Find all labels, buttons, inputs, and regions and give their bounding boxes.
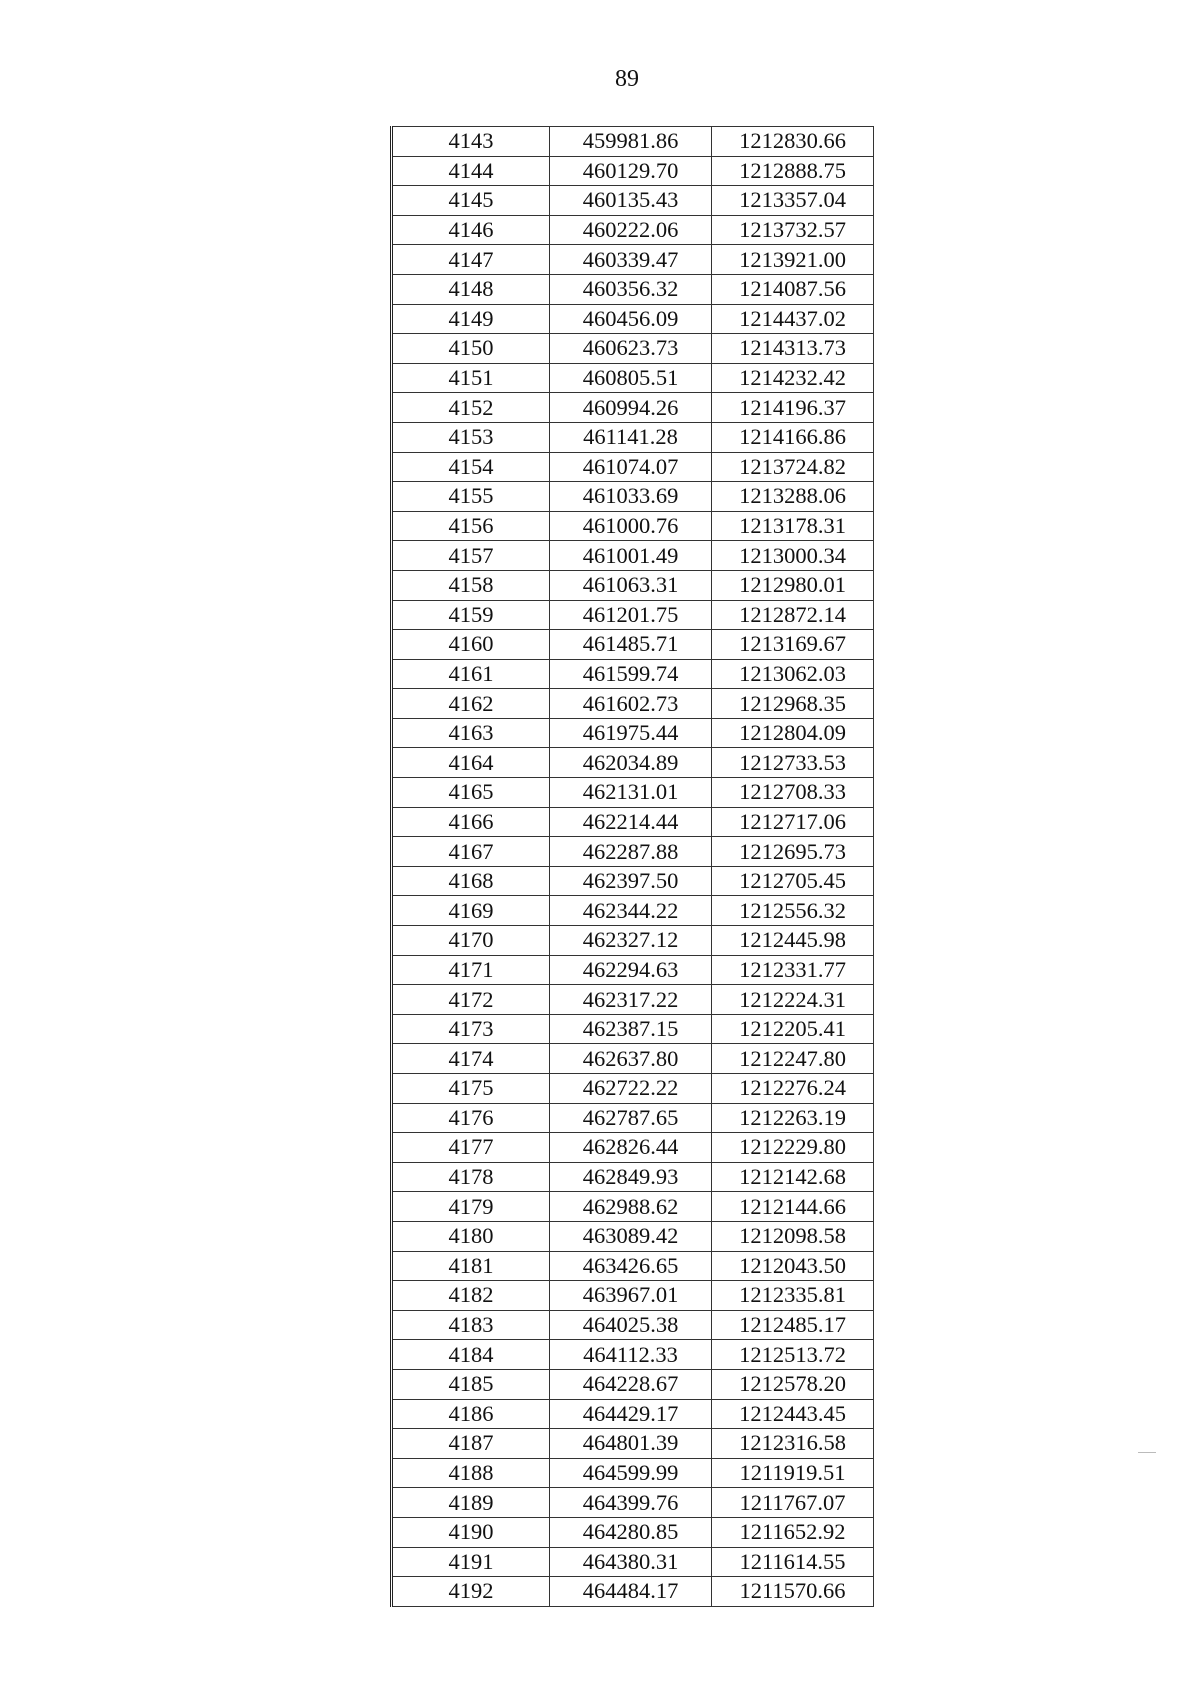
y-coordinate-cell: 1212556.32 xyxy=(712,896,874,926)
point-number-cell: 4178 xyxy=(392,1162,550,1192)
table-row xyxy=(392,393,874,423)
table-row xyxy=(392,1547,874,1577)
x-coordinate-cell: 462722.22 xyxy=(550,1074,712,1104)
x-coordinate-cell: 461485.71 xyxy=(550,630,712,660)
y-coordinate-cell: 1211919.51 xyxy=(712,1458,874,1488)
x-coordinate-cell: 464429.17 xyxy=(550,1399,712,1429)
table-row xyxy=(392,304,874,334)
table-row xyxy=(392,866,874,896)
y-coordinate-cell: 1212708.33 xyxy=(712,778,874,808)
point-number-cell: 4191 xyxy=(392,1547,550,1577)
y-coordinate-cell: 1212247.80 xyxy=(712,1044,874,1074)
table-row xyxy=(392,215,874,245)
point-number-cell: 4152 xyxy=(392,393,550,423)
x-coordinate-cell: 464399.76 xyxy=(550,1488,712,1518)
point-number-cell: 4190 xyxy=(392,1517,550,1547)
table-row xyxy=(392,570,874,600)
y-coordinate-cell: 1212872.14 xyxy=(712,600,874,630)
y-coordinate-cell: 1214166.86 xyxy=(712,422,874,452)
point-number-cell: 4150 xyxy=(392,334,550,364)
y-coordinate-cell: 1212331.77 xyxy=(712,955,874,985)
table-row xyxy=(392,1281,874,1311)
point-number-cell: 4151 xyxy=(392,363,550,393)
point-number-cell: 4156 xyxy=(392,511,550,541)
table-row xyxy=(392,1399,874,1429)
x-coordinate-cell: 464280.85 xyxy=(550,1517,712,1547)
point-number-cell: 4146 xyxy=(392,215,550,245)
x-coordinate-cell: 462387.15 xyxy=(550,1014,712,1044)
y-coordinate-cell: 1212263.19 xyxy=(712,1103,874,1133)
point-number-cell: 4167 xyxy=(392,837,550,867)
y-coordinate-cell: 1212695.73 xyxy=(712,837,874,867)
point-number-cell: 4188 xyxy=(392,1458,550,1488)
x-coordinate-cell: 463426.65 xyxy=(550,1251,712,1281)
x-coordinate-cell: 464484.17 xyxy=(550,1577,712,1607)
x-coordinate-cell: 461063.31 xyxy=(550,570,712,600)
y-coordinate-cell: 1213724.82 xyxy=(712,452,874,482)
point-number-cell: 4181 xyxy=(392,1251,550,1281)
table-row xyxy=(392,1517,874,1547)
x-coordinate-cell: 462344.22 xyxy=(550,896,712,926)
x-coordinate-cell: 462294.63 xyxy=(550,955,712,985)
point-number-cell: 4182 xyxy=(392,1281,550,1311)
point-number-cell: 4186 xyxy=(392,1399,550,1429)
y-coordinate-cell: 1214196.37 xyxy=(712,393,874,423)
y-coordinate-cell: 1212224.31 xyxy=(712,985,874,1015)
x-coordinate-cell: 463089.42 xyxy=(550,1221,712,1251)
table-row xyxy=(392,1577,874,1607)
table-row xyxy=(392,511,874,541)
table-row xyxy=(392,985,874,1015)
x-coordinate-cell: 461201.75 xyxy=(550,600,712,630)
y-coordinate-cell: 1212276.24 xyxy=(712,1074,874,1104)
table-row xyxy=(392,718,874,748)
x-coordinate-cell: 462637.80 xyxy=(550,1044,712,1074)
point-number-cell: 4185 xyxy=(392,1369,550,1399)
table-row xyxy=(392,837,874,867)
table-row xyxy=(392,659,874,689)
point-number-cell: 4149 xyxy=(392,304,550,334)
y-coordinate-cell: 1213921.00 xyxy=(712,245,874,275)
table-row xyxy=(392,156,874,186)
point-number-cell: 4145 xyxy=(392,186,550,216)
table-row xyxy=(392,1340,874,1370)
point-number-cell: 4147 xyxy=(392,245,550,275)
x-coordinate-cell: 461141.28 xyxy=(550,422,712,452)
table-row xyxy=(392,778,874,808)
table-row xyxy=(392,1488,874,1518)
table-row xyxy=(392,1369,874,1399)
table-row xyxy=(392,482,874,512)
x-coordinate-cell: 462034.89 xyxy=(550,748,712,778)
point-number-cell: 4169 xyxy=(392,896,550,926)
table-row xyxy=(392,541,874,571)
y-coordinate-cell: 1212888.75 xyxy=(712,156,874,186)
y-coordinate-cell: 1212316.58 xyxy=(712,1429,874,1459)
point-number-cell: 4148 xyxy=(392,274,550,304)
point-number-cell: 4163 xyxy=(392,718,550,748)
table-row xyxy=(392,1429,874,1459)
x-coordinate-cell: 460222.06 xyxy=(550,215,712,245)
y-coordinate-cell: 1212717.06 xyxy=(712,807,874,837)
table-row xyxy=(392,1458,874,1488)
point-number-cell: 4173 xyxy=(392,1014,550,1044)
point-number-cell: 4192 xyxy=(392,1577,550,1607)
y-coordinate-cell: 1214232.42 xyxy=(712,363,874,393)
table-row xyxy=(392,1044,874,1074)
x-coordinate-cell: 460356.32 xyxy=(550,274,712,304)
coordinates-table-body xyxy=(392,127,874,1607)
y-coordinate-cell: 1213288.06 xyxy=(712,482,874,512)
point-number-cell: 4183 xyxy=(392,1310,550,1340)
table-row xyxy=(392,1162,874,1192)
y-coordinate-cell: 1213062.03 xyxy=(712,659,874,689)
point-number-cell: 4159 xyxy=(392,600,550,630)
x-coordinate-cell: 464228.67 xyxy=(550,1369,712,1399)
y-coordinate-cell: 1213178.31 xyxy=(712,511,874,541)
coordinates-table xyxy=(390,126,874,1607)
table-row xyxy=(392,245,874,275)
table-row xyxy=(392,1251,874,1281)
y-coordinate-cell: 1213169.67 xyxy=(712,630,874,660)
x-coordinate-cell: 464025.38 xyxy=(550,1310,712,1340)
y-coordinate-cell: 1212980.01 xyxy=(712,570,874,600)
table-row xyxy=(392,363,874,393)
table-row xyxy=(392,1014,874,1044)
y-coordinate-cell: 1212443.45 xyxy=(712,1399,874,1429)
table-row xyxy=(392,452,874,482)
point-number-cell: 4157 xyxy=(392,541,550,571)
x-coordinate-cell: 462397.50 xyxy=(550,866,712,896)
x-coordinate-cell: 462317.22 xyxy=(550,985,712,1015)
table-row xyxy=(392,630,874,660)
y-coordinate-cell: 1211652.92 xyxy=(712,1517,874,1547)
x-coordinate-cell: 460805.51 xyxy=(550,363,712,393)
point-number-cell: 4161 xyxy=(392,659,550,689)
y-coordinate-cell: 1214087.56 xyxy=(712,274,874,304)
point-number-cell: 4158 xyxy=(392,570,550,600)
point-number-cell: 4155 xyxy=(392,482,550,512)
x-coordinate-cell: 461074.07 xyxy=(550,452,712,482)
point-number-cell: 4162 xyxy=(392,689,550,719)
point-number-cell: 4171 xyxy=(392,955,550,985)
point-number-cell: 4165 xyxy=(392,778,550,808)
point-number-cell: 4153 xyxy=(392,422,550,452)
table-row xyxy=(392,600,874,630)
point-number-cell: 4143 xyxy=(392,127,550,157)
table-row xyxy=(392,748,874,778)
x-coordinate-cell: 462214.44 xyxy=(550,807,712,837)
point-number-cell: 4160 xyxy=(392,630,550,660)
y-coordinate-cell: 1211767.07 xyxy=(712,1488,874,1518)
y-coordinate-cell: 1212335.81 xyxy=(712,1281,874,1311)
table-row xyxy=(392,274,874,304)
x-coordinate-cell: 462327.12 xyxy=(550,926,712,956)
x-coordinate-cell: 462131.01 xyxy=(550,778,712,808)
point-number-cell: 4180 xyxy=(392,1221,550,1251)
x-coordinate-cell: 462787.65 xyxy=(550,1103,712,1133)
table-row xyxy=(392,422,874,452)
table-row xyxy=(392,1103,874,1133)
x-coordinate-cell: 460623.73 xyxy=(550,334,712,364)
y-coordinate-cell: 1211570.66 xyxy=(712,1577,874,1607)
table-row xyxy=(392,926,874,956)
x-coordinate-cell: 459981.86 xyxy=(550,127,712,157)
x-coordinate-cell: 462849.93 xyxy=(550,1162,712,1192)
y-coordinate-cell: 1212804.09 xyxy=(712,718,874,748)
point-number-cell: 4176 xyxy=(392,1103,550,1133)
y-coordinate-cell: 1212830.66 xyxy=(712,127,874,157)
y-coordinate-cell: 1214313.73 xyxy=(712,334,874,364)
x-coordinate-cell: 462287.88 xyxy=(550,837,712,867)
point-number-cell: 4179 xyxy=(392,1192,550,1222)
x-coordinate-cell: 463967.01 xyxy=(550,1281,712,1311)
y-coordinate-cell: 1212142.68 xyxy=(712,1162,874,1192)
x-coordinate-cell: 461033.69 xyxy=(550,482,712,512)
x-coordinate-cell: 461602.73 xyxy=(550,689,712,719)
x-coordinate-cell: 461000.76 xyxy=(550,511,712,541)
x-coordinate-cell: 464599.99 xyxy=(550,1458,712,1488)
x-coordinate-cell: 464801.39 xyxy=(550,1429,712,1459)
point-number-cell: 4170 xyxy=(392,926,550,956)
table-row xyxy=(392,334,874,364)
x-coordinate-cell: 460456.09 xyxy=(550,304,712,334)
y-coordinate-cell: 1212733.53 xyxy=(712,748,874,778)
x-coordinate-cell: 460135.43 xyxy=(550,186,712,216)
y-coordinate-cell: 1212098.58 xyxy=(712,1221,874,1251)
table-row xyxy=(392,1192,874,1222)
margin-mark xyxy=(1138,1452,1156,1453)
x-coordinate-cell: 460339.47 xyxy=(550,245,712,275)
y-coordinate-cell: 1213732.57 xyxy=(712,215,874,245)
x-coordinate-cell: 460129.70 xyxy=(550,156,712,186)
y-coordinate-cell: 1213000.34 xyxy=(712,541,874,571)
point-number-cell: 4187 xyxy=(392,1429,550,1459)
point-number-cell: 4177 xyxy=(392,1133,550,1163)
point-number-cell: 4144 xyxy=(392,156,550,186)
y-coordinate-cell: 1212445.98 xyxy=(712,926,874,956)
y-coordinate-cell: 1212485.17 xyxy=(712,1310,874,1340)
table-row xyxy=(392,689,874,719)
table-row xyxy=(392,807,874,837)
point-number-cell: 4166 xyxy=(392,807,550,837)
x-coordinate-cell: 462988.62 xyxy=(550,1192,712,1222)
point-number-cell: 4189 xyxy=(392,1488,550,1518)
y-coordinate-cell: 1212705.45 xyxy=(712,866,874,896)
y-coordinate-cell: 1212513.72 xyxy=(712,1340,874,1370)
table-row xyxy=(392,1074,874,1104)
x-coordinate-cell: 462826.44 xyxy=(550,1133,712,1163)
table-row xyxy=(392,127,874,157)
point-number-cell: 4174 xyxy=(392,1044,550,1074)
table-row xyxy=(392,1133,874,1163)
table-row xyxy=(392,1221,874,1251)
x-coordinate-cell: 464112.33 xyxy=(550,1340,712,1370)
point-number-cell: 4154 xyxy=(392,452,550,482)
y-coordinate-cell: 1212043.50 xyxy=(712,1251,874,1281)
point-number-cell: 4168 xyxy=(392,866,550,896)
x-coordinate-cell: 464380.31 xyxy=(550,1547,712,1577)
y-coordinate-cell: 1212229.80 xyxy=(712,1133,874,1163)
x-coordinate-cell: 461599.74 xyxy=(550,659,712,689)
x-coordinate-cell: 461975.44 xyxy=(550,718,712,748)
point-number-cell: 4164 xyxy=(392,748,550,778)
table-row xyxy=(392,896,874,926)
x-coordinate-cell: 461001.49 xyxy=(550,541,712,571)
y-coordinate-cell: 1212578.20 xyxy=(712,1369,874,1399)
point-number-cell: 4172 xyxy=(392,985,550,1015)
y-coordinate-cell: 1214437.02 xyxy=(712,304,874,334)
point-number-cell: 4184 xyxy=(392,1340,550,1370)
page-number: 89 xyxy=(615,66,639,92)
table-row xyxy=(392,1310,874,1340)
y-coordinate-cell: 1212144.66 xyxy=(712,1192,874,1222)
y-coordinate-cell: 1213357.04 xyxy=(712,186,874,216)
table-row xyxy=(392,955,874,985)
table-row xyxy=(392,186,874,216)
y-coordinate-cell: 1212205.41 xyxy=(712,1014,874,1044)
y-coordinate-cell: 1212968.35 xyxy=(712,689,874,719)
x-coordinate-cell: 460994.26 xyxy=(550,393,712,423)
y-coordinate-cell: 1211614.55 xyxy=(712,1547,874,1577)
point-number-cell: 4175 xyxy=(392,1074,550,1104)
